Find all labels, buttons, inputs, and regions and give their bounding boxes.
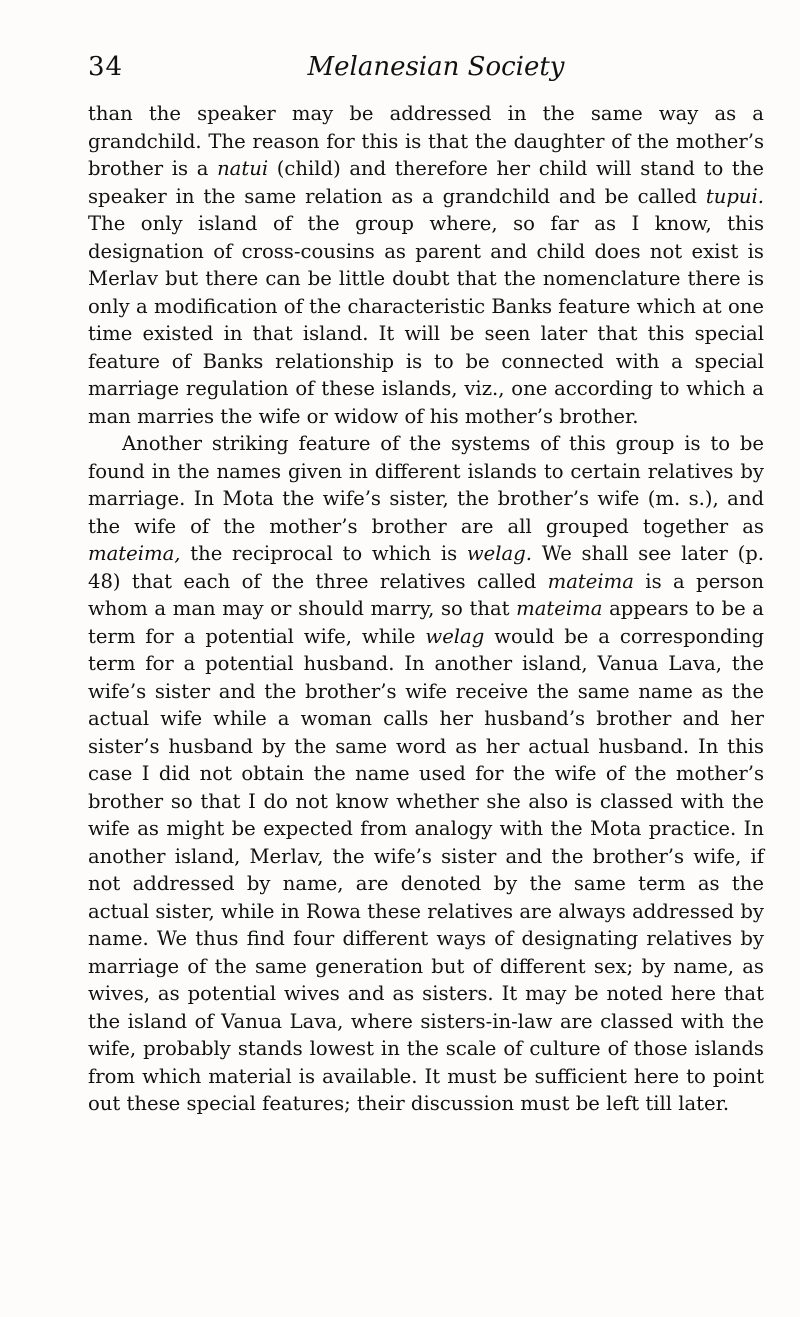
book-page	[88, 52, 764, 1118]
italic-term: mateima	[547, 569, 634, 593]
text-run: is a person whom a man may or should marry, so that	[88, 569, 764, 620]
italic-term: natui	[217, 157, 269, 180]
text-run: than the speaker may be addressed in the same way as a grandchild. The reason for this is that the daughter of the mother’s brother is a	[88, 102, 764, 180]
text-run: The only island of the group where, so far as I know, this designation of cross-cousins as parent and child does not exist is Merlav but there can be little doubt that the nomenclature there is only a modification of the characteristic Banks feature which at one time existed in that island. It will be seen later that this special feature of Banks relationship is to be connected with a special marriage regulation of these islands, viz., one according to which a man marries the wife or widow of his mother’s brother.	[88, 212, 764, 428]
italic-term: mateima	[516, 597, 603, 620]
italic-term: welag.	[466, 542, 532, 565]
text-run: Another striking feature of the systems of this group is to be found in the names given in different islands to certain relatives by marriage. In Mota the wife’s sister, the brother’s wife (m. s.), and the wife of the mother’s brother are all grouped together as	[88, 432, 764, 538]
text-run: (child) and therefore her child will stand to the speaker in the same relation as a grandchild and be called	[88, 157, 764, 208]
text-run: We shall see later (p. 48) that each of the three relatives called	[88, 542, 764, 593]
paragraph	[88, 430, 764, 1118]
page-number: 34	[88, 52, 124, 82]
italic-term: welag	[425, 624, 485, 648]
paragraph	[88, 100, 764, 430]
text-run: appears to be a term for a potential wife, while	[88, 597, 764, 648]
italic-term: tupui.	[705, 184, 764, 208]
body-text	[88, 100, 764, 1118]
text-run: would be a corresponding term for a potential husband. In another island, Vanua Lava, the wife’s sister and the brother’s wife receive the same name as the actual wife while a woman calls her husband’s brother and her sister’s husband by the same word as her actual husband. In this case I did not obtain the name used for the wife of the mother’s brother so that I do not know whether she also is classed with the wife as might be expected from analogy with the Mota practice. In another island, Merlav, the wife’s sister and the brother’s wife, if not addressed by name, are denoted by the same term as the actual sister, while in Rowa these relatives are always addressed by name. We thus find four different ways of designating relatives by marriage of the same generation but of different sex; by name, as wives, as potential wives and as sisters. It may be noted here that the island of Vanua Lava, where sisters-in-law are classed with the wife, probably stands lowest in the scale of culture of those islands from which material is available. It must be sufficient here to point out these special features; their discussion must be left till later.	[88, 624, 765, 1115]
page-header	[88, 52, 764, 92]
italic-term: mateima,	[88, 542, 181, 565]
text-run: the reciprocal to which is	[180, 542, 467, 565]
running-title: Melanesian Society	[307, 52, 565, 82]
